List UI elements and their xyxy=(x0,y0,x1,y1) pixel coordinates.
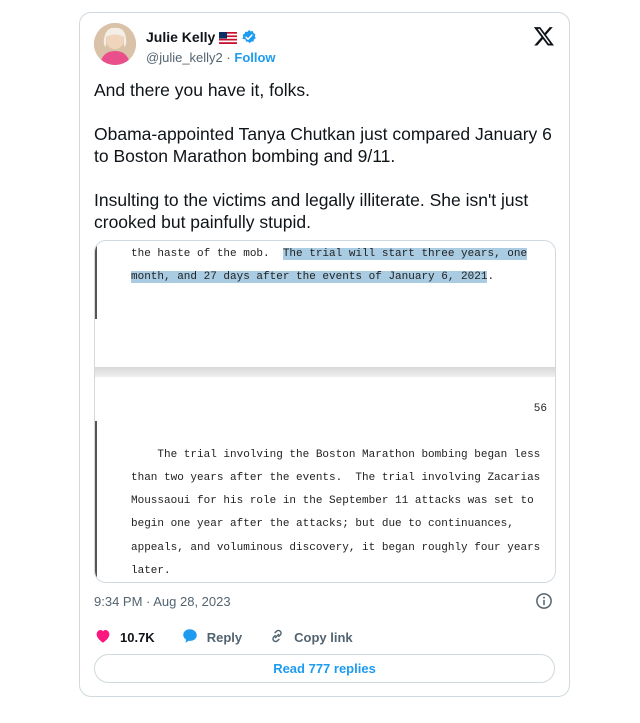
copy-link-label: Copy link xyxy=(294,630,353,645)
heart-icon xyxy=(94,627,112,648)
tweet-paragraph: And there you have it, folks. xyxy=(94,80,310,100)
author-handle[interactable]: @julie_kelly2 xyxy=(146,50,223,65)
read-replies-button[interactable]: Read 777 replies xyxy=(94,654,555,683)
tweet-paragraph: Insulting to the victims and legally illiterate. She isn't just crooked but painfully stupid. xyxy=(94,190,529,232)
verified-badge-icon xyxy=(241,29,257,45)
us-flag-icon xyxy=(219,31,237,43)
page-margin-marker xyxy=(95,421,97,583)
info-icon[interactable] xyxy=(535,592,553,610)
document-line: The trial involving the Boston Marathon bombing began less xyxy=(131,449,541,461)
link-icon xyxy=(268,627,286,648)
follow-button[interactable]: Follow xyxy=(234,50,276,65)
document-page-bottom xyxy=(95,377,555,583)
tweet-text xyxy=(94,79,554,255)
document-line: Moussaoui for his role in the September 11 attacks was set to xyxy=(131,495,534,507)
like-count: 10.7K xyxy=(120,630,155,645)
action-bar xyxy=(94,627,379,648)
x-logo-icon[interactable] xyxy=(533,25,555,47)
document-line: the haste of the mob. The trial will start three years, one xyxy=(131,248,528,260)
document-line: appeals, and voluminous discovery, it began roughly four years xyxy=(131,542,541,554)
page-number: 56 xyxy=(533,403,547,415)
page-separator xyxy=(95,367,555,377)
tweet-paragraph: Obama-appointed Tanya Chutkan just compared January 6 to Boston Marathon bombing and 9/11. xyxy=(94,124,552,166)
avatar[interactable] xyxy=(94,23,136,65)
like-button[interactable] xyxy=(94,627,155,648)
document-line: than two years after the events. The trial involving Zacarias xyxy=(131,472,541,484)
reply-button[interactable] xyxy=(181,627,242,648)
document-page-top xyxy=(95,241,555,369)
author-name-row xyxy=(146,29,257,45)
tweet-card xyxy=(79,12,570,697)
document-line: month, and 27 days after the events of January 6, 2021. xyxy=(131,271,495,283)
handle-row xyxy=(146,50,276,65)
handle-separator: · xyxy=(226,50,231,65)
document-line: later. xyxy=(131,565,171,577)
reply-label: Reply xyxy=(206,630,243,645)
copy-link-button[interactable] xyxy=(268,627,353,648)
reply-bubble-icon xyxy=(181,627,199,648)
page-margin-marker xyxy=(95,241,97,319)
author-name[interactable]: Julie Kelly xyxy=(146,29,216,45)
highlighted-text: The trial will start three years, one xyxy=(282,248,528,260)
tweet-timestamp[interactable]: 9:34 PM · Aug 28, 2023 xyxy=(94,594,231,609)
document-line: begin one year after the attacks; but due to continuances, xyxy=(131,518,514,530)
tweet-image[interactable] xyxy=(94,240,556,583)
highlighted-text: month, and 27 days after the events of January 6, 2021 xyxy=(131,271,488,283)
